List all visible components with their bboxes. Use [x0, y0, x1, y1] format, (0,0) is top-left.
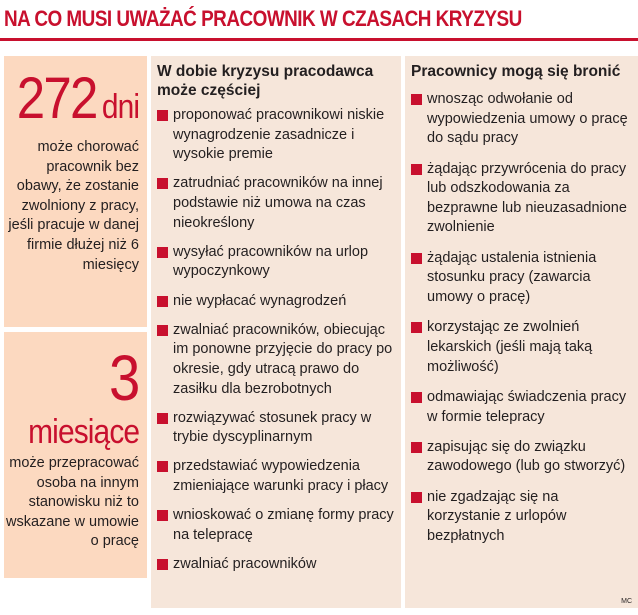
list-item-text: rozwiązywać stosunek pracy w trybie dyscyplinarnym	[173, 409, 372, 446]
list-item	[157, 555, 397, 575]
square-bullet-icon	[157, 413, 168, 424]
list-item-text: wnioskować o zmianę formy pracy na telepracę	[173, 507, 394, 543]
list-item-text: zwalniać pracowników, obiecując im ponowne przyjęcie do pracy po okresie, gdy utracą prawo do zasiłku dla bezrobotnych	[173, 321, 393, 397]
list-item-text: wysyłać pracowników na urlop wypoczynkowy	[173, 243, 369, 280]
list-item	[411, 438, 634, 477]
stat-figure	[16, 66, 139, 136]
employer-column	[151, 56, 401, 608]
square-bullet-icon	[411, 253, 422, 264]
list-item-text: nie wypłacać wynagrodzeń	[173, 292, 347, 309]
square-bullet-icon	[411, 442, 422, 453]
list-item-text: nie zgadzając się na korzystanie z urlopów bezpłatnych	[427, 488, 567, 545]
list-item	[157, 321, 397, 399]
list-item	[157, 409, 397, 448]
square-bullet-icon	[157, 110, 168, 121]
infographic-title: NA CO MUSI UWAŻAĆ PRACOWNIK W CZASACH KRYZYSU	[4, 6, 522, 31]
square-bullet-icon	[411, 94, 422, 105]
square-bullet-icon	[157, 325, 168, 336]
square-bullet-icon	[411, 322, 422, 333]
stat-box-other-position	[4, 332, 147, 578]
list-item	[411, 160, 634, 238]
employees-column	[405, 56, 638, 608]
stat-number: 272	[16, 66, 97, 131]
list-item-text: przedstawiać wypowiedzenia zmieniające warunki pracy i płacy	[173, 458, 389, 495]
employer-heading: W dobie kryzysu pracodawca może częściej	[157, 63, 374, 99]
square-bullet-icon	[157, 178, 168, 189]
stat-description: może przepracować osoba na innym stanowisku niż to wskazane w umowie o pracę	[6, 455, 139, 550]
square-bullet-icon	[157, 559, 168, 570]
list-item-text: zapisując się do związku zawodowego (lub go stworzyć)	[427, 438, 626, 475]
list-item	[411, 90, 634, 149]
list-item-text: korzystając ze zwolnień lekarskich (jeśli mają taką możliwość)	[427, 319, 593, 375]
square-bullet-icon	[157, 510, 168, 521]
list-item-text: proponować pracownikowi niskie wynagrodzenie zasadnicze i wysokie premie	[173, 107, 385, 163]
list-item-text: zwalniać pracowników	[173, 556, 317, 573]
list-item	[411, 249, 634, 308]
stat-number: 3	[109, 342, 139, 414]
employees-list	[411, 90, 634, 557]
author-credit: MC	[621, 598, 632, 605]
list-item	[157, 174, 397, 233]
stat-description: może chorować pracownik bez obawy, że zostanie zwolniony z pracy, jeśli pracuje w danej firmie dłużej niż 6 miesięcy	[8, 139, 139, 273]
stat-unit: miesiące	[27, 413, 139, 451]
list-item	[157, 292, 397, 312]
square-bullet-icon	[411, 392, 422, 403]
list-item	[157, 243, 397, 282]
square-bullet-icon	[157, 247, 168, 258]
square-bullet-icon	[157, 296, 168, 307]
list-item	[411, 488, 634, 547]
stat-unit: dni	[101, 88, 139, 126]
square-bullet-icon	[157, 461, 168, 472]
list-item-text: wnosząc odwołanie od wypowiedzenia umowy o pracę do sądu pracy	[427, 91, 628, 147]
square-bullet-icon	[411, 164, 422, 175]
list-item	[157, 457, 397, 496]
list-item	[411, 318, 634, 377]
list-item-text: żądając ustalenia istnienia stosunku pracy (zawarcia umowy o pracę)	[427, 249, 597, 305]
list-item	[411, 388, 634, 427]
square-bullet-icon	[411, 492, 422, 503]
list-item	[157, 506, 397, 545]
list-item-text: zatrudniać pracowników na innej podstawie niż umowa na czas nieokreślony	[173, 175, 383, 231]
list-item-text: żądając przywrócenia do pracy lub odszkodowania za bezprawne lub nieuzasadnione zwolnienie	[427, 160, 627, 236]
employees-heading: Pracownicy mogą się bronić	[411, 63, 621, 80]
stat-box-sick-days	[4, 56, 147, 327]
list-item	[157, 106, 397, 165]
title-rule	[0, 38, 638, 41]
list-item-text: odmawiając świadczenia pracy w formie telepracy	[427, 388, 627, 425]
employer-list	[157, 106, 397, 584]
